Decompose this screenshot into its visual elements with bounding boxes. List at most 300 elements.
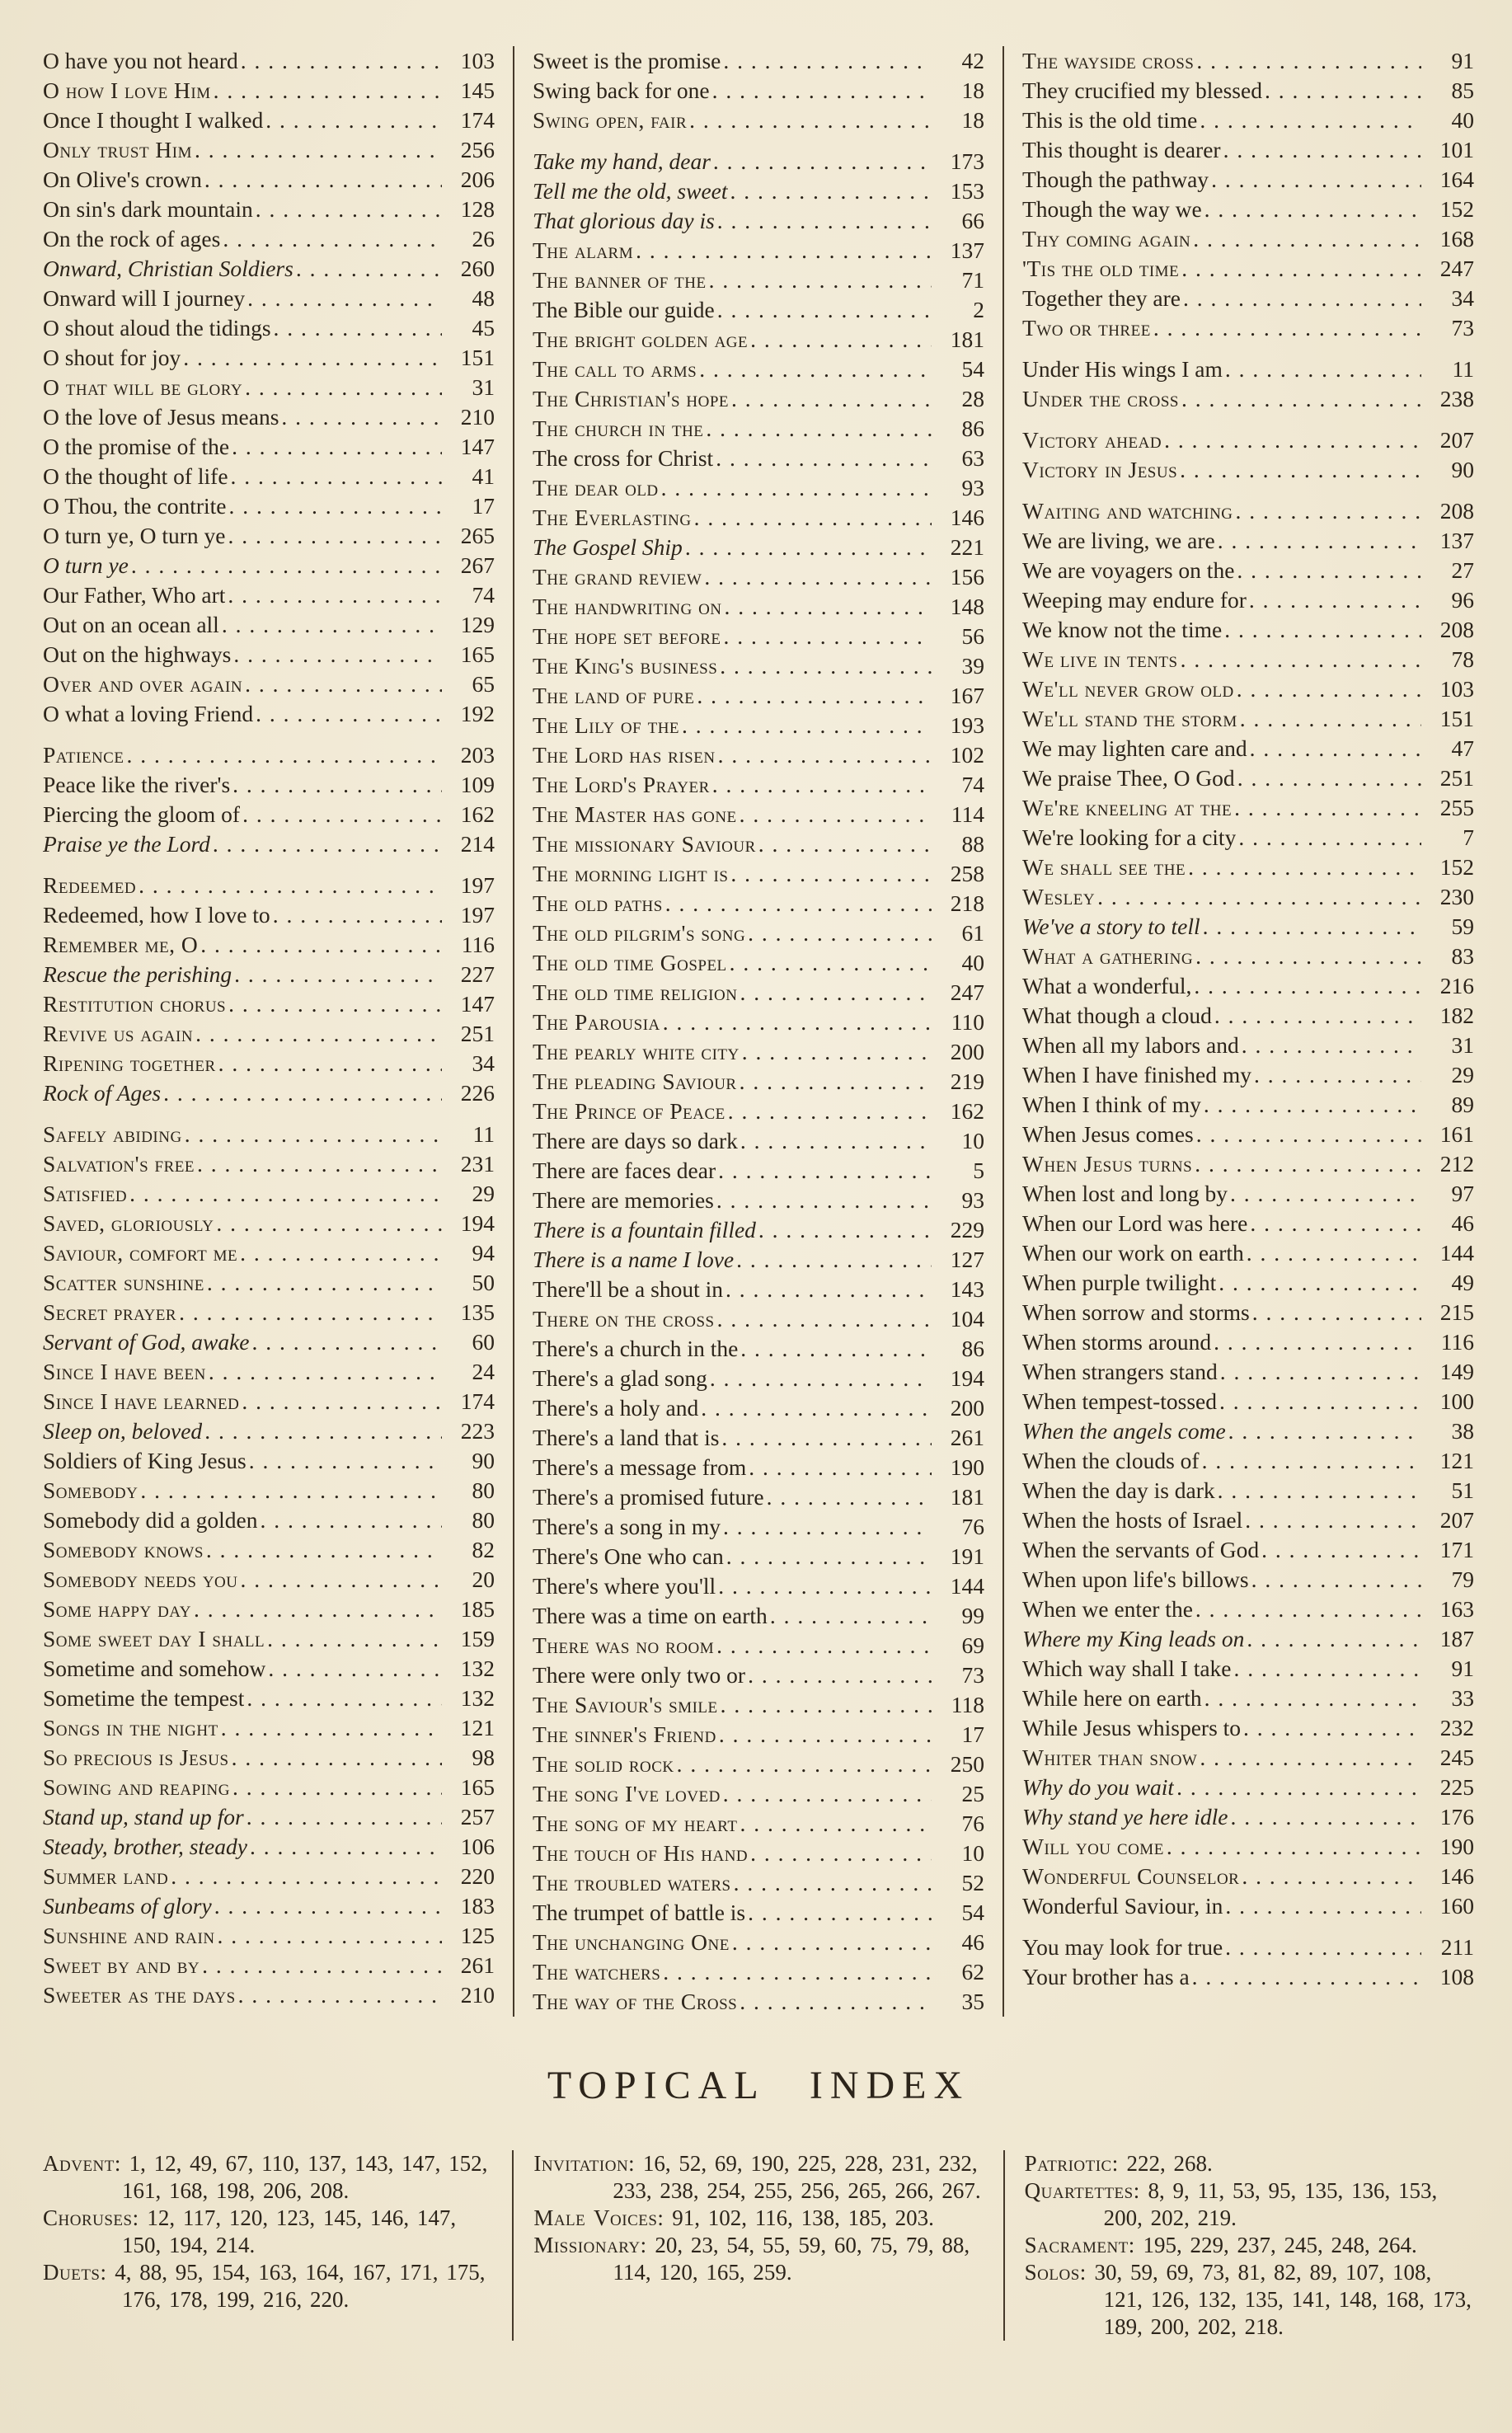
entry-page-number: 85	[1451, 77, 1474, 103]
index-entry	[1022, 615, 1474, 645]
entry-page-number: 98	[472, 1745, 495, 1770]
entry-title: Which way shall I take	[1022, 1656, 1232, 1681]
index-entry	[1022, 1031, 1474, 1060]
topical-column-1	[41, 2150, 512, 2341]
dot-leader	[1202, 1446, 1421, 1476]
dot-leader	[185, 1120, 442, 1149]
entry-page-number: 144	[1439, 1240, 1474, 1266]
dot-leader	[677, 1750, 932, 1779]
entry-page-number: 47	[1451, 735, 1474, 761]
entry-page-number: 109	[460, 772, 495, 797]
entry-title: O that will be glory	[43, 374, 243, 400]
entry-page-number: 46	[1451, 1210, 1474, 1236]
entry-page-number: 265	[460, 523, 495, 548]
entry-page-number: 66	[961, 208, 984, 233]
entry-title: There's a glad song	[533, 1365, 707, 1391]
topical-entry-solos: Solos: 30, 59, 69, 73, 81, 82, 89, 107, 108, 121, 126, 132, 135, 141, 148, 168, 173, 189, 200, 202, 218.	[1024, 2260, 1472, 2339]
index-entry	[1022, 1862, 1474, 1891]
entry-title: When the clouds of	[1022, 1448, 1200, 1473]
entry-page-number: 200	[950, 1395, 984, 1421]
dot-leader	[723, 46, 932, 76]
index-entry	[1022, 1209, 1474, 1238]
index-entry	[1022, 224, 1474, 254]
entry-page-number: 215	[1439, 1299, 1474, 1325]
topic-name: Solos:	[1024, 2260, 1087, 2285]
entry-title: That glorious day is	[533, 208, 715, 233]
entry-title: There are memories	[533, 1187, 714, 1213]
index-entry	[1022, 496, 1474, 526]
index-entry	[1022, 1684, 1474, 1713]
entry-title: There's a holy and	[533, 1395, 699, 1421]
entry-title: On sin's dark mountain	[43, 196, 253, 222]
dot-leader	[268, 1654, 442, 1684]
entry-page-number: 46	[961, 1929, 984, 1955]
entry-page-number: 159	[460, 1626, 495, 1651]
entry-title: Victory in Jesus	[1022, 457, 1178, 482]
topic-name: Choruses:	[43, 2205, 139, 2230]
entry-title: When the hosts of Israel	[1022, 1507, 1243, 1533]
dot-leader	[139, 871, 442, 900]
dot-leader	[750, 325, 932, 355]
entry-title: The song of my heart	[533, 1811, 738, 1836]
entry-page-number: 225	[1439, 1774, 1474, 1800]
index-entry	[533, 1690, 984, 1720]
entry-page-number: 174	[460, 1388, 495, 1414]
entry-page-number: 76	[961, 1514, 984, 1539]
dot-leader	[1243, 1713, 1421, 1743]
entry-title: When the angels come	[1022, 1418, 1226, 1444]
entry-page-number: 165	[460, 641, 495, 667]
entry-page-number: 163	[1439, 1596, 1474, 1622]
dot-leader	[721, 1423, 932, 1453]
entry-title: When sorrow and storms	[1022, 1299, 1250, 1325]
index-entry	[1022, 942, 1474, 971]
entry-title: Waiting and watching	[1022, 498, 1233, 524]
entry-page-number: 218	[950, 890, 984, 916]
dot-leader	[183, 343, 442, 373]
index-entry	[533, 1126, 984, 1156]
index-entry	[43, 1802, 495, 1832]
index-letter-group	[43, 740, 495, 859]
entry-title: The pearly white city	[533, 1039, 740, 1064]
entry-page-number: 220	[460, 1863, 495, 1889]
entry-page-number: 51	[1451, 1477, 1474, 1503]
dot-leader	[249, 1446, 442, 1476]
index-entry	[1022, 165, 1474, 195]
entry-title: Patience	[43, 742, 124, 768]
topical-entry-sacrament: Sacrament: 195, 229, 237, 245, 248, 264.	[1024, 2233, 1417, 2257]
dot-leader	[712, 76, 932, 106]
entry-page-number: 190	[950, 1454, 984, 1480]
index-entry	[533, 1512, 984, 1542]
dot-leader	[1181, 645, 1421, 674]
entry-title: Secret prayer	[43, 1299, 177, 1325]
index-entry	[533, 295, 984, 325]
entry-page-number: 161	[1439, 1121, 1474, 1147]
entry-title: There's a land that is	[533, 1425, 720, 1450]
entry-title: The watchers	[533, 1959, 661, 1984]
index-entry	[533, 1928, 984, 1957]
entry-page-number: 183	[460, 1893, 495, 1919]
dot-leader	[252, 1327, 442, 1357]
entry-page-number: 79	[1451, 1566, 1474, 1592]
entry-page-number: 26	[472, 226, 495, 251]
dot-leader	[238, 1980, 442, 2010]
entry-title: The Everlasting	[533, 505, 692, 530]
index-entry	[533, 1215, 984, 1245]
entry-page-number: 80	[472, 1507, 495, 1533]
dot-leader	[229, 491, 443, 521]
entry-page-number: 257	[460, 1804, 495, 1829]
index-entry	[533, 533, 984, 562]
index-entry	[43, 989, 495, 1019]
dot-leader	[725, 592, 932, 622]
dot-leader	[163, 1078, 442, 1108]
entry-page-number: 96	[1451, 587, 1474, 613]
index-entry	[1022, 1387, 1474, 1416]
dot-leader	[1265, 76, 1421, 106]
entry-page-number: 181	[950, 326, 984, 352]
dot-leader	[216, 1209, 442, 1238]
index-entry	[533, 562, 984, 592]
entry-page-number: 11	[1452, 356, 1474, 382]
dot-leader	[736, 1245, 932, 1275]
index-entry	[1022, 106, 1474, 135]
index-entry	[43, 900, 495, 930]
entry-page-number: 137	[950, 237, 984, 263]
dot-leader	[710, 1364, 932, 1393]
dot-leader	[1164, 425, 1421, 455]
index-entry	[43, 224, 495, 254]
topical-entry-quartettes: Quartettes: 8, 9, 11, 53, 95, 135, 136, 153, 200, 202, 219.	[1024, 2178, 1438, 2230]
index-entry	[1022, 1060, 1474, 1090]
dot-leader	[296, 254, 442, 284]
entry-title: We'll stand the storm	[1022, 706, 1237, 731]
index-entry	[1022, 313, 1474, 343]
index-entry	[533, 1839, 984, 1868]
dot-leader	[129, 1179, 442, 1209]
entry-title: There's One who can	[533, 1543, 724, 1569]
entry-page-number: 73	[961, 1662, 984, 1688]
dot-leader	[1223, 135, 1421, 165]
index-entry	[43, 930, 495, 960]
index-entry	[43, 432, 495, 462]
index-entry	[1022, 1179, 1474, 1209]
entry-page-number: 31	[472, 374, 495, 400]
entry-title: When Jesus turns	[1022, 1151, 1193, 1177]
index-entry	[1022, 674, 1474, 704]
entry-title: Whiter than snow	[1022, 1745, 1198, 1770]
dot-leader	[740, 1809, 932, 1839]
entry-title: While Jesus whispers to	[1022, 1715, 1242, 1740]
index-entry	[43, 1980, 495, 2010]
dot-leader	[718, 1571, 932, 1601]
dot-leader	[247, 1684, 442, 1713]
dot-leader	[274, 313, 442, 343]
entry-page-number: 216	[1439, 973, 1474, 998]
dot-leader	[1195, 1595, 1421, 1624]
entry-title: There'll be a shout in	[533, 1276, 723, 1302]
index-entry	[43, 1357, 495, 1387]
index-entry	[43, 1476, 495, 1505]
entry-title: The dear old	[533, 475, 659, 500]
index-entry	[43, 1327, 495, 1357]
dot-leader	[1250, 1209, 1421, 1238]
index-entry	[533, 711, 984, 740]
index-entry	[43, 871, 495, 900]
entry-page-number: 256	[460, 137, 495, 162]
entry-page-number: 247	[950, 979, 984, 1005]
dot-leader	[661, 473, 932, 503]
dot-leader	[721, 1690, 932, 1720]
dot-leader	[716, 1631, 932, 1660]
index-entry	[43, 76, 495, 106]
index-entry	[43, 491, 495, 521]
entry-title: Redeemed, how I love to	[43, 902, 270, 928]
entry-page-number: 251	[1439, 765, 1474, 791]
entry-page-number: 207	[1439, 427, 1474, 453]
index-entry	[533, 76, 984, 106]
entry-title: Servant of God, awake	[43, 1329, 250, 1355]
entry-title: There's a message from	[533, 1454, 747, 1480]
dot-leader	[200, 930, 442, 960]
entry-title: We're kneeling at the	[1022, 795, 1233, 820]
entry-page-number: 144	[950, 1573, 984, 1599]
topical-entry-patriotic: Patriotic: 222, 268.	[1024, 2151, 1213, 2176]
entry-page-number: 10	[961, 1128, 984, 1153]
index-entry	[1022, 734, 1474, 763]
dot-leader	[245, 373, 442, 402]
dot-leader	[689, 106, 932, 135]
entry-page-number: 29	[1451, 1062, 1474, 1087]
dot-leader	[709, 265, 932, 295]
entry-page-number: 24	[472, 1359, 495, 1384]
entry-title: The call to arms	[533, 356, 697, 382]
entry-page-number: 171	[1439, 1537, 1474, 1562]
entry-page-number: 90	[472, 1448, 495, 1473]
index-entry	[533, 1453, 984, 1482]
index-entry	[43, 610, 495, 640]
entry-page-number: 45	[472, 315, 495, 341]
entry-page-number: 41	[472, 463, 495, 489]
entry-title: The solid rock	[533, 1751, 674, 1777]
entry-page-number: 60	[472, 1329, 495, 1355]
entry-page-number: 100	[1439, 1388, 1474, 1414]
dot-leader	[740, 1334, 932, 1364]
entry-title: There is a fountain filled	[533, 1217, 756, 1242]
entry-title: Wonderful Saviour, in	[1022, 1893, 1223, 1919]
entry-title: There was a time on earth	[533, 1603, 768, 1628]
index-entry	[43, 106, 495, 135]
entry-title: What though a cloud	[1022, 1003, 1212, 1028]
entry-page-number: 88	[961, 831, 984, 857]
dot-leader	[1183, 284, 1421, 313]
dot-leader	[663, 1007, 932, 1037]
index-entry	[1022, 1505, 1474, 1535]
entry-title: Weeping may endure for	[1022, 587, 1247, 613]
entry-title: Why do you wait	[1022, 1774, 1175, 1800]
index-entry	[1022, 1962, 1474, 1992]
entry-page-number: 78	[1451, 646, 1474, 672]
index-entry	[43, 1713, 495, 1743]
entry-title: Since I have learned	[43, 1388, 240, 1414]
index-entry	[43, 521, 495, 551]
dot-leader	[636, 236, 932, 265]
dot-leader	[1242, 1031, 1421, 1060]
entry-title: Satisfied	[43, 1181, 128, 1206]
dot-leader	[232, 1743, 442, 1773]
index-entry	[533, 740, 984, 770]
index-entry	[43, 1209, 495, 1238]
dot-leader	[716, 444, 932, 473]
dot-leader	[1219, 1268, 1421, 1298]
dot-leader	[1211, 165, 1421, 195]
entry-title: Peace like the river's	[43, 772, 231, 797]
entry-page-number: 101	[1439, 137, 1474, 162]
entry-title: They crucified my blessed	[1022, 77, 1262, 103]
dot-leader	[232, 770, 442, 800]
entry-title: We've a story to tell	[1022, 914, 1200, 939]
index-entry	[43, 1951, 495, 1980]
entry-title: There are faces dear	[533, 1158, 716, 1183]
entry-title: Sowing and reaping	[43, 1774, 230, 1800]
entry-page-number: 210	[460, 1982, 495, 2008]
entry-page-number: 229	[950, 1217, 984, 1242]
index-entry	[533, 1245, 984, 1275]
entry-page-number: 56	[961, 623, 984, 649]
dot-leader	[732, 1928, 932, 1957]
entry-page-number: 10	[961, 1840, 984, 1866]
dot-leader	[1203, 912, 1421, 942]
entry-title: When all my labors and	[1022, 1032, 1239, 1058]
dot-leader	[748, 918, 932, 948]
topical-entry-missionary: Missionary: 20, 23, 54, 55, 59, 60, 75, 79, 88, 114, 120, 165, 259.	[533, 2233, 970, 2285]
topical-entry-duets: Duets: 4, 88, 95, 154, 163, 164, 167, 171, 175, 176, 178, 199, 216, 220.	[43, 2260, 486, 2312]
index-entry	[533, 1868, 984, 1898]
entry-title: When I have finished my	[1022, 1062, 1251, 1087]
entry-title: What a wonderful,	[1022, 973, 1192, 998]
index-entry	[533, 1156, 984, 1186]
entry-title: O have you not heard	[43, 48, 238, 73]
dot-leader	[717, 206, 932, 236]
dot-leader	[245, 669, 442, 699]
index-entry	[1022, 704, 1474, 734]
entry-page-number: 143	[950, 1276, 984, 1302]
entry-page-number: 59	[1451, 914, 1474, 939]
dot-leader	[748, 1660, 932, 1690]
entry-title: We know not the time	[1022, 617, 1223, 642]
dot-leader	[1181, 384, 1421, 414]
entry-page-number: 190	[1439, 1834, 1474, 1859]
entry-page-number: 247	[1439, 256, 1474, 281]
dot-leader	[718, 740, 932, 770]
entry-title: Some happy day	[43, 1596, 191, 1622]
entry-page-number: 176	[1439, 1804, 1474, 1829]
index-entry	[43, 1505, 495, 1535]
dot-leader	[1237, 763, 1421, 793]
dot-leader	[247, 284, 442, 313]
index-entry	[43, 402, 495, 432]
entry-title: The Master has gone	[533, 801, 737, 827]
entry-title: When Jesus comes	[1022, 1121, 1194, 1147]
entry-page-number: 148	[950, 594, 984, 619]
entry-title: We are voyagers on the	[1022, 557, 1235, 583]
dot-leader	[1204, 1090, 1421, 1120]
dot-leader	[730, 859, 932, 889]
entry-title: There's a song in my	[533, 1514, 721, 1539]
entry-title: Steady, brother, steady	[43, 1834, 247, 1859]
entry-title: The Lord has risen	[533, 742, 716, 768]
entry-title: Stand up, stand up for	[43, 1804, 244, 1829]
index-entry	[43, 699, 495, 729]
entry-title: There were only two or	[533, 1662, 746, 1688]
index-entry	[1022, 1238, 1474, 1268]
entry-page-number: 50	[472, 1270, 495, 1295]
entry-title: When upon life's billows	[1022, 1566, 1249, 1592]
index-entry	[533, 1601, 984, 1631]
dot-leader	[1218, 1476, 1421, 1505]
entry-title: This thought is dearer	[1022, 137, 1221, 162]
index-entry	[533, 206, 984, 236]
index-entry	[1022, 585, 1474, 615]
entry-title: Under His wings I am	[1022, 356, 1223, 382]
entry-title: Wonderful Counselor	[1022, 1863, 1240, 1889]
index-entry	[533, 622, 984, 651]
dot-leader	[1230, 1179, 1421, 1209]
entry-title: Sunshine and rain	[43, 1923, 215, 1948]
index-entry	[1022, 1713, 1474, 1743]
entry-title: Why stand ye here idle	[1022, 1804, 1228, 1829]
index-entry	[533, 1275, 984, 1304]
dot-leader	[206, 1535, 442, 1565]
index-entry	[43, 1149, 495, 1179]
dot-leader	[1250, 734, 1421, 763]
entry-page-number: 165	[460, 1774, 495, 1800]
index-entry	[533, 592, 984, 622]
dot-leader	[726, 1542, 932, 1571]
dot-leader	[195, 1019, 442, 1049]
index-entry	[43, 284, 495, 313]
index-entry	[43, 800, 495, 829]
entry-page-number: 114	[951, 801, 984, 827]
index-entry	[1022, 912, 1474, 942]
entry-page-number: 167	[950, 683, 984, 708]
entry-page-number: 174	[460, 107, 495, 133]
index-entry	[533, 948, 984, 978]
index-entry	[1022, 1891, 1474, 1921]
index-entry	[1022, 1933, 1474, 1962]
entry-title: Scatter sunshine	[43, 1270, 204, 1295]
entry-title: Songs in the night	[43, 1715, 218, 1740]
entry-page-number: 106	[460, 1834, 495, 1859]
topic-name: Duets:	[43, 2260, 107, 2285]
entry-title: When lost and long by	[1022, 1181, 1228, 1206]
index-letter-group	[43, 871, 495, 1108]
entry-title: Once I thought I walked	[43, 107, 264, 133]
index-entry	[533, 918, 984, 948]
entry-page-number: 156	[950, 564, 984, 589]
index-entry	[533, 800, 984, 829]
dot-leader	[256, 699, 442, 729]
entry-page-number: 83	[1451, 943, 1474, 969]
index-entry	[533, 1542, 984, 1571]
topical-column-3	[1003, 2150, 1476, 2341]
entry-page-number: 212	[1439, 1151, 1474, 1177]
index-entry	[43, 1120, 495, 1149]
index-entry	[533, 1750, 984, 1779]
dot-leader	[748, 1898, 932, 1928]
index-entry	[1022, 1120, 1474, 1149]
